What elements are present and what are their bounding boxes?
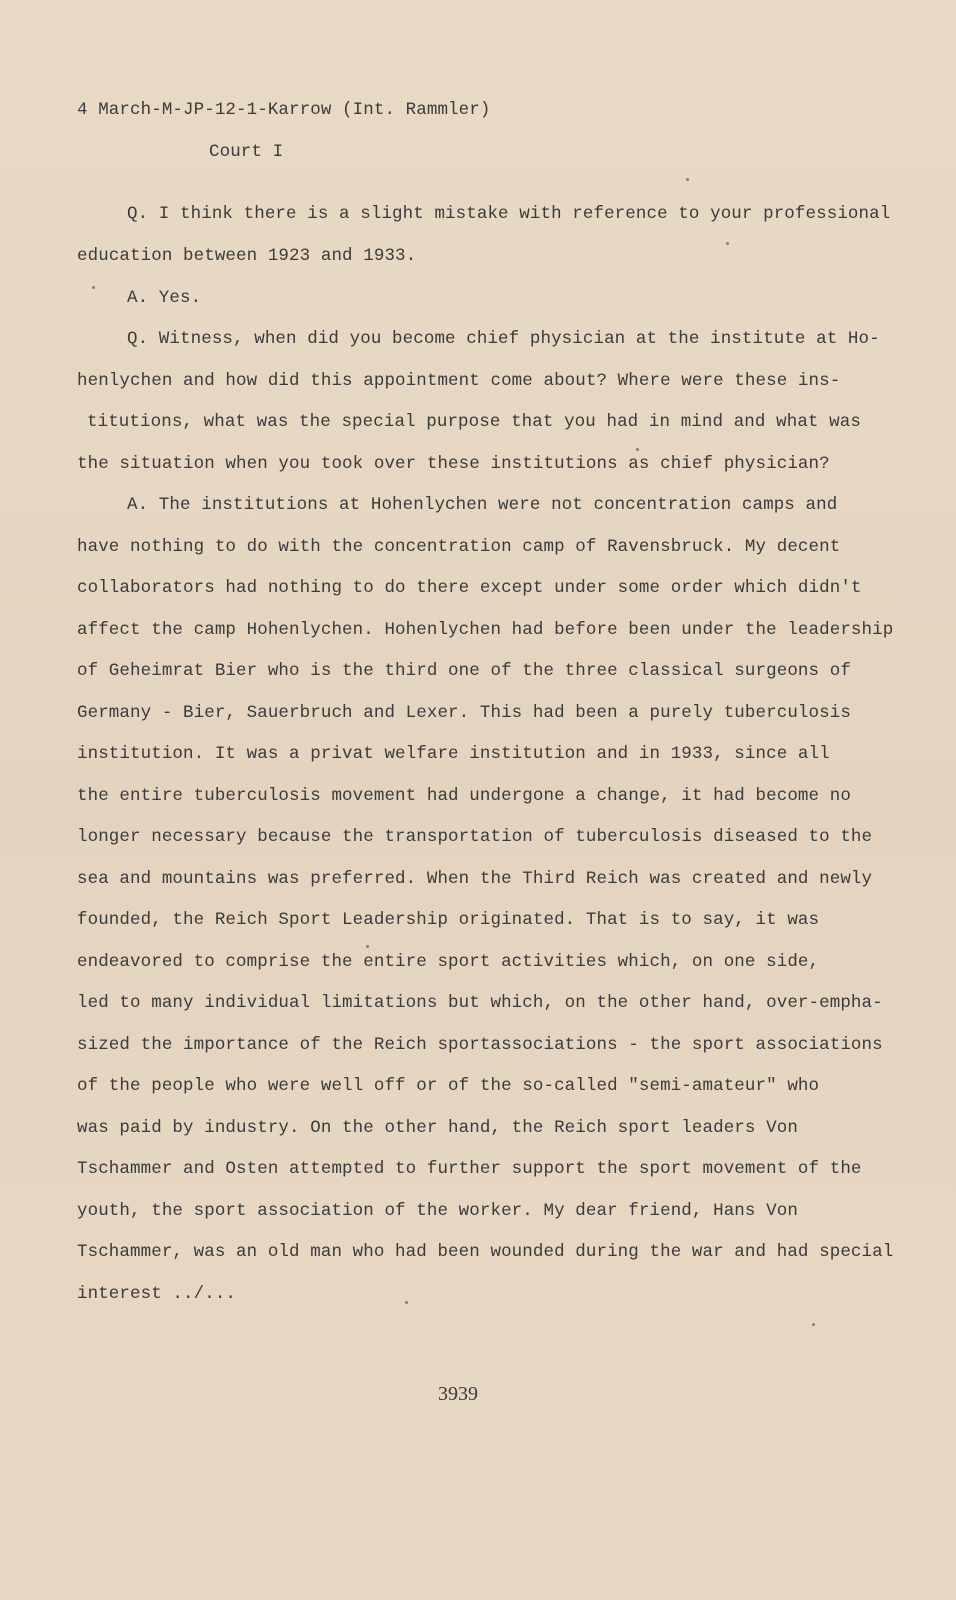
header-line: 4 March-M-JP-12-1-Karrow (Int. Rammler): [77, 100, 491, 120]
page-number: 3939: [438, 1383, 478, 1405]
body-line: have nothing to do with the concentration camp of Ravensbruck. My decent: [77, 537, 841, 557]
court-label: Court I: [209, 142, 284, 162]
body-line: led to many individual limitations but which, on the other hand, over-empha-: [77, 993, 883, 1013]
body-line: the situation when you took over these institutions as chief physician?: [77, 454, 830, 474]
body-line: henlychen and how did this appointment come about? Where were these ins-: [77, 371, 841, 391]
body-line: Q. Witness, when did you become chief physician at the institute at Ho-: [127, 329, 880, 349]
paper-speck: [726, 242, 729, 245]
body-line: of Geheimrat Bier who is the third one of the three classical surgeons of: [77, 661, 851, 681]
body-line: sized the importance of the Reich sportassociations - the sport associations: [77, 1035, 883, 1055]
body-line: affect the camp Hohenlychen. Hohenlychen had before been under the leadership: [77, 620, 894, 640]
body-line: was paid by industry. On the other hand, the Reich sport leaders Von: [77, 1118, 798, 1138]
body-line: A. Yes.: [127, 288, 202, 308]
body-line: Q. I think there is a slight mistake with reference to your professional: [127, 204, 891, 224]
body-line: youth, the sport association of the worker. My dear friend, Hans Von: [77, 1201, 798, 1221]
body-line: sea and mountains was preferred. When the Third Reich was created and newly: [77, 869, 873, 889]
body-line: collaborators had nothing to do there except under some order which didn't: [77, 578, 862, 598]
body-line: the entire tuberculosis movement had undergone a change, it had become no: [77, 786, 851, 806]
paper-speck: [92, 286, 95, 289]
paper-speck: [405, 1301, 408, 1304]
body-line: interest ../...: [77, 1284, 237, 1304]
body-line: education between 1923 and 1933.: [77, 246, 417, 266]
paper-speck: [686, 178, 689, 181]
body-line: longer necessary because the transportation of tuberculosis diseased to the: [77, 827, 873, 847]
paper-speck: [636, 448, 639, 451]
body-line: Tschammer, was an old man who had been wounded during the war and had special: [77, 1242, 894, 1262]
body-line: endeavored to comprise the entire sport activities which, on one side,: [77, 952, 820, 972]
body-line: Tschammer and Osten attempted to further support the sport movement of the: [77, 1159, 862, 1179]
body-line: A. The institutions at Hohenlychen were not concentration camps and: [127, 495, 838, 515]
body-line: Germany - Bier, Sauerbruch and Lexer. This had been a purely tuberculosis: [77, 703, 851, 723]
paper-speck: [812, 1323, 815, 1326]
body-line: founded, the Reich Sport Leadership originated. That is to say, it was: [77, 910, 820, 930]
paper-speck: [366, 945, 369, 948]
body-line: of the people who were well off or of the so-called "semi-amateur" who: [77, 1076, 820, 1096]
body-line: titutions, what was the special purpose that you had in mind and what was: [87, 412, 861, 432]
body-line: institution. It was a privat welfare institution and in 1933, since all: [77, 744, 830, 764]
